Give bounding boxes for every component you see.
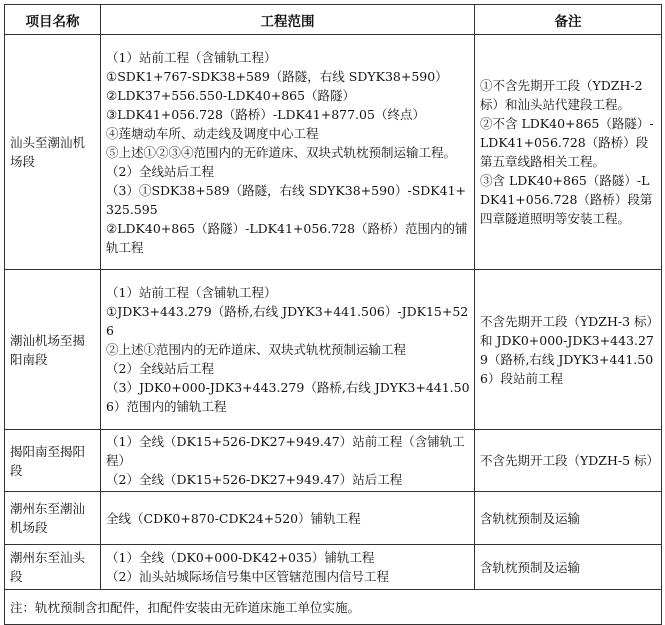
- project-name-cell: 揭阳南至揭阳段: [5, 430, 101, 492]
- remark-line: 不含先期开工段（YDZH-3 标）和 JDK0+000-JDK3+443.279（路桥,右线 JDYK3+441.506）段站前工程: [480, 313, 654, 386]
- remark-cell: [475, 492, 662, 545]
- project-name-cell: 潮州东至汕头段: [5, 545, 101, 590]
- scope-line: （3）JDK0+000-JDK3+443.279（路桥,右线 JDYK3+441.506）范围内的铺轨工程: [106, 380, 470, 414]
- table-row: [5, 270, 662, 430]
- remark-line: 含轨枕预制及运输: [480, 510, 581, 526]
- remark-cell: [475, 270, 662, 430]
- document-page: [4, 4, 662, 625]
- scope-line: （1）站前工程（含铺轨工程）: [106, 285, 277, 300]
- scope-line: （2）全线站后工程: [106, 361, 214, 376]
- remark-cell: [475, 35, 662, 270]
- remark-line: ③含 LDK40+865（路隧）-LDK41+056.728（路桥）段第四章隧道照明等安装工程。: [480, 173, 653, 226]
- scope-cell: [101, 492, 475, 545]
- scope-line: ④莲塘动车所、动走线及调度中心工程: [106, 125, 319, 141]
- remark-line: 不含先期开工段（YDZH-5 标）: [480, 453, 660, 468]
- table-note: 注：轨枕预制含扣配件，扣配件安装由无砟道床施工单位实施。: [5, 590, 662, 625]
- scope-line: ②LDK40+865（路隧）-LDK41+056.728（路桥）范围内的铺轨工程: [106, 220, 468, 255]
- scope-line: ②上述①范围内的无砟道床、双块式轨枕预制运输工程: [106, 342, 407, 357]
- remark-cell: [475, 430, 662, 492]
- remark-line: ②不含 LDK40+865（路隧）-LDK41+056.728（路桥）段第五章线路相关工程。: [480, 116, 654, 169]
- project-name-cell: 汕头至潮汕机场段: [5, 35, 101, 270]
- table-row: [5, 492, 662, 545]
- scope-line: ②LDK37+556.550-LDK40+865（路隧）: [106, 87, 356, 103]
- table-row: [5, 430, 662, 492]
- remark-cell: [475, 545, 662, 590]
- scope-cell: [101, 270, 475, 430]
- table-row: [5, 545, 662, 590]
- table-header-row: [5, 5, 662, 35]
- scope-line: （2）全线（DK15+526-DK27+949.47）站后工程: [106, 472, 403, 487]
- note-row: [5, 590, 662, 625]
- scope-line: ①JDK3+443.279（路桥,右线 JDYK3+441.506）-JDK15+526: [106, 304, 469, 338]
- scope-line: ⑤上述①②③④范围内的无砟道床、双块式轨枕预制运输工程。: [106, 144, 457, 160]
- scope-line: （2）汕头站城际场信号集中区管辖范围内信号工程: [106, 569, 389, 584]
- project-name-cell: 潮汕机场至揭阳南段: [5, 270, 101, 430]
- scope-cell: [101, 545, 475, 590]
- scope-cell: [101, 430, 475, 492]
- scope-line: ①SDK1+767-SDK38+589（路隧，右线 SDYK38+590）: [106, 68, 448, 84]
- scope-cell: [101, 35, 475, 270]
- scope-line: 全线（CDK0+870-CDK24+520）铺轨工程: [106, 510, 361, 526]
- project-name-cell: 潮州东至潮汕机场段: [5, 492, 101, 545]
- header-project-name: 项目名称: [5, 5, 101, 35]
- scope-line: （1）站前工程（含铺轨工程）: [106, 49, 277, 65]
- scope-line: （1）全线（DK15+526-DK27+949.47）站前工程（含铺轨工程）: [106, 434, 465, 468]
- remark-line: 含轨枕预制及运输: [480, 559, 581, 575]
- table-row: [5, 35, 662, 270]
- project-scope-table: [4, 4, 662, 625]
- remark-line: ①不含先期开工段（YDZH-2 标）和汕头站代建段工程。: [480, 78, 643, 112]
- scope-line: （2）全线站后工程: [106, 163, 214, 179]
- header-scope: 工程范围: [101, 5, 475, 35]
- scope-line: ③LDK41+056.728（路桥）-LDK41+877.05（终点）: [106, 106, 425, 122]
- scope-line: （3）①SDK38+589（路隧，右线 SDYK38+590）-SDK41+325.595: [106, 182, 467, 217]
- scope-line: （1）全线（DK0+000-DK42+035）铺轨工程: [106, 550, 375, 565]
- header-remark: 备注: [475, 5, 662, 35]
